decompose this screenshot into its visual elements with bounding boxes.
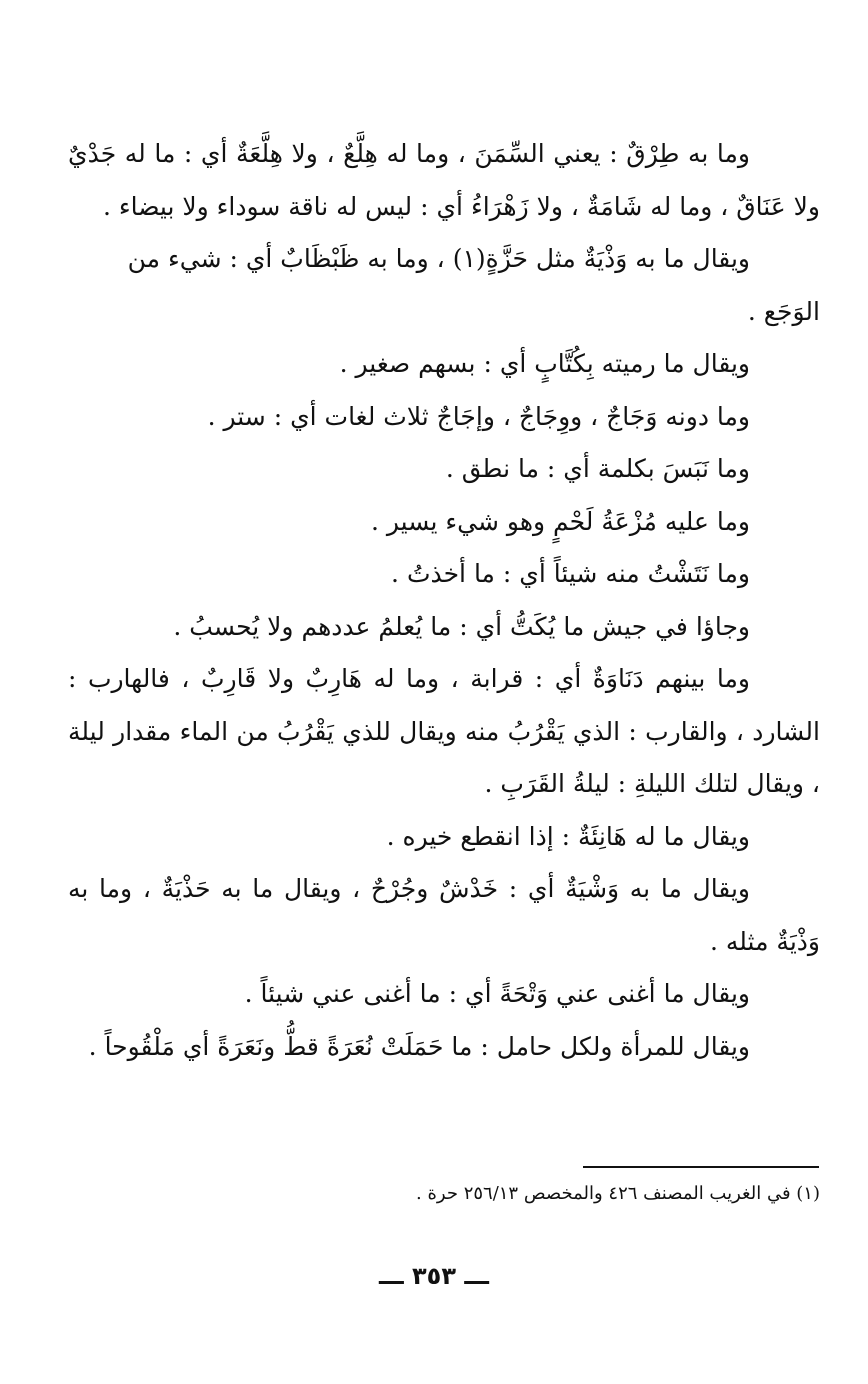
footnote-separator xyxy=(583,1166,819,1168)
paragraph-natashtu: وما نَتَشْتُ منه شيئاً أي : ما أخذتُ . xyxy=(391,559,750,588)
paragraph-nabasa: وما نَبَسَ بكلمة أي : ما نطق . xyxy=(445,454,750,483)
paragraph-washya: ويقال ما به وَشْيَةٌ أي : خَدْشٌ وجُرْحٌ ، ويقال ما به حَذْيَةٌ ، وما به وَذْيَةٌ مثله . xyxy=(68,874,820,956)
paragraph-yukattu: وجاؤا في جيش ما يُكَتُّ أي : ما يُعلمُ عددهم ولا يُحسبُ . xyxy=(173,611,750,641)
paragraph-watha: ويقال ما أغنى عني وَتْحَةً أي : ما أغنى عني شيئاً . xyxy=(244,979,750,1008)
paragraph-nuara: ويقال للمرأة ولكل حامل : ما حَمَلَتْ نُعَرَةً قطُّ ونَعَرَةً أي مَلْقُوحاً . xyxy=(88,1031,750,1061)
paragraph-wadhya: ويقال ما به وَذْيَةٌ مثل حَزَّةٍ(١) ، وما به ظَبْظَابٌ أي : شيء من الوَجَع . xyxy=(127,244,820,326)
paragraph-kuttab: ويقال ما رميته بِكُتَّابٍ أي : بسهم صغير . xyxy=(339,349,750,378)
paragraph-wajaj: وما دونه وَجَاجٌ ، ووِجَاجٌ ، وإجَاجٌ ثلاث لغات أي : ستر . xyxy=(207,401,750,431)
paragraph-muza: وما عليه مُزْعَةُ لَحْمٍ وهو شيء يسير . xyxy=(370,506,750,536)
paragraph-tirq: وما به طِرْقٌ : يعني السِّمَنَ ، وما له هِلَّعٌ ، ولا هِلَّعَةٌ أي : ما له جَدْيٌ ولا عَنَاقٌ ، وما له شَامَةٌ ، ولا زَهْرَاءُ أي : ليس له ناقة سوداء ولا بيضاء . xyxy=(68,139,820,221)
main-text xyxy=(68,128,820,1073)
paragraph-haniah: ويقال ما له هَانِئَةٌ : إذا انقطع خيره . xyxy=(386,821,750,851)
page-number: ـــ ٣٥٣ ـــ xyxy=(379,1262,489,1290)
footnote: (١) في الغريب المصنف ٤٢٦ والمخصص ٢٥٦/١٣ حرة . xyxy=(416,1183,820,1204)
paragraph-danawa: وما بينهم دَنَاوَةٌ أي : قرابة ، وما له هَارِبٌ ولا قَارِبٌ ، فالهارب : الشارد ، والقارب : الذي يَقْرُبُ منه ويقال للذي يَقْرُبُ من الماء مقدار ليلة ، ويقال لتلك الليلةِ : ليلةُ القَرَبِ . xyxy=(68,664,820,798)
